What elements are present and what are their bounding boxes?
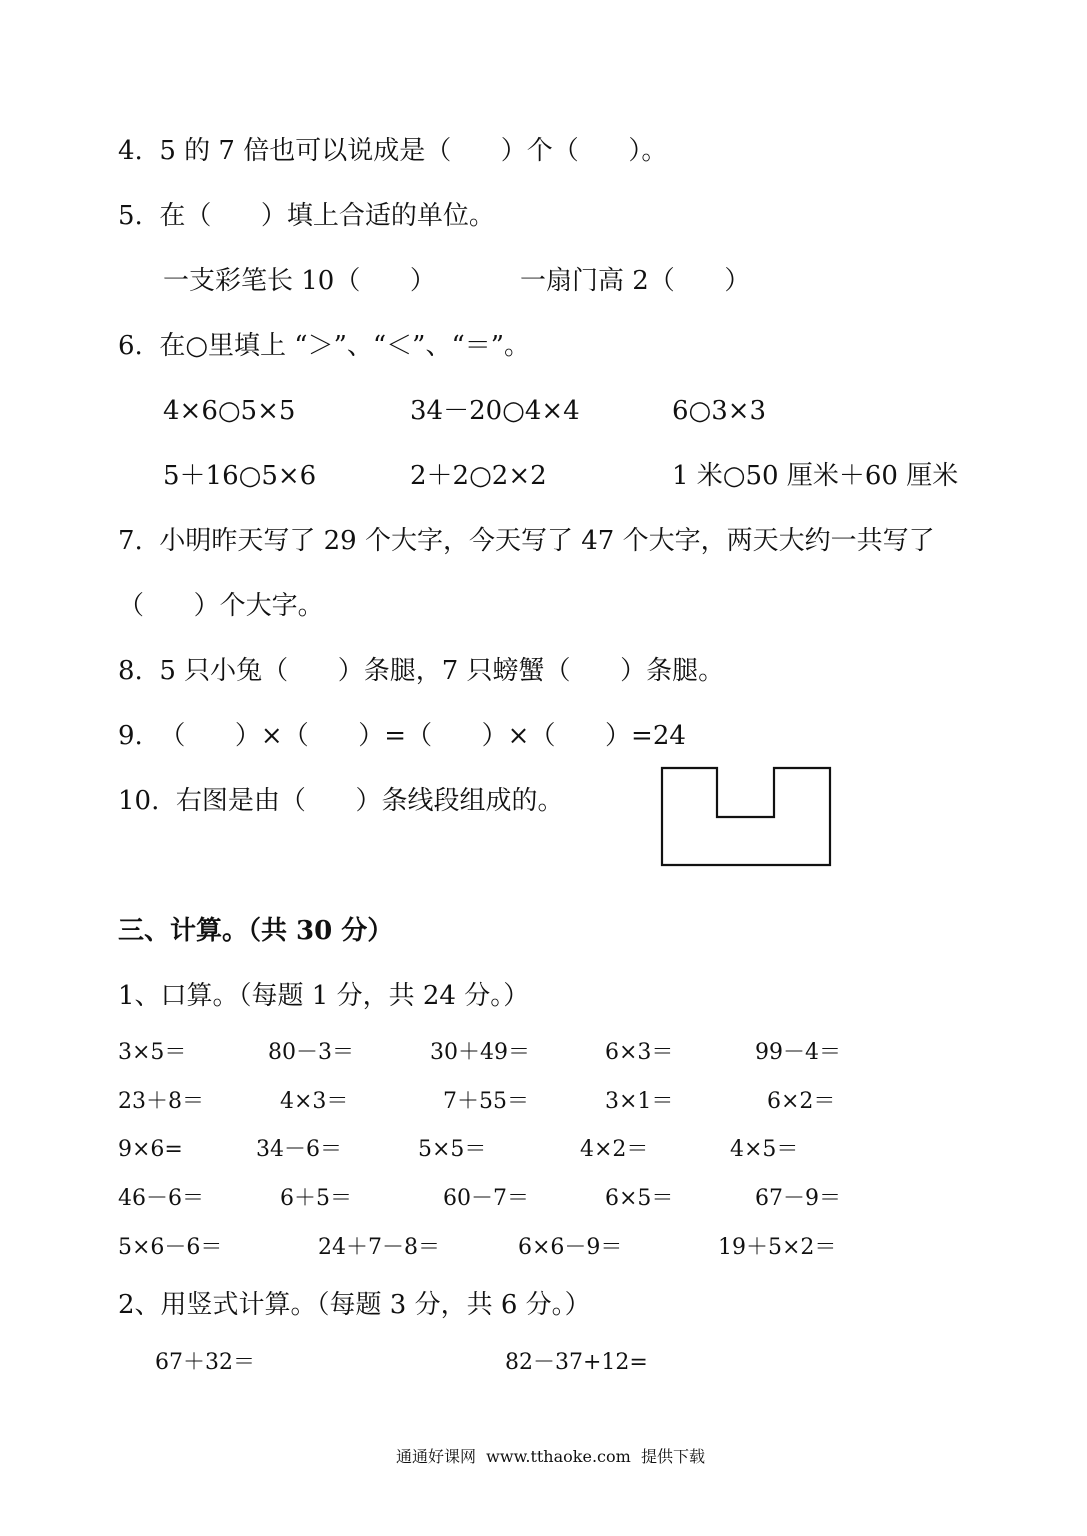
vertical-calc-item: 67＋32＝	[155, 1350, 255, 1375]
question-5-item-pen: 一支彩笔长 10（ ）	[163, 266, 436, 296]
footer-credit: 通通好课网 www.tthaoke.com 提供下载	[396, 1447, 705, 1466]
compare-item: 6○3×3	[672, 396, 767, 426]
question-7-line-1: 7. 小明昨天写了 29 个大字，今天写了 47 个大字，两天大约一共写了	[118, 526, 935, 556]
oral-calc-item: 60－7＝	[443, 1186, 529, 1211]
oral-calc-item: 6＋5＝	[280, 1186, 352, 1211]
question-9: 9. （ ）×（ ）=（ ）×（ ）=24	[118, 721, 686, 751]
oral-calc-item: 19＋5×2＝	[718, 1235, 837, 1260]
question-10: 10. 右图是由（ ）条线段组成的。	[118, 786, 564, 816]
question-5: 5. 在（ ）填上合适的单位。	[118, 201, 495, 231]
oral-calc-item: 34－6＝	[256, 1137, 342, 1162]
question-5-item-door: 一扇门高 2（ ）	[520, 266, 751, 296]
oral-calc-item: 4×2＝	[580, 1137, 649, 1162]
oral-calc-item: 3×1＝	[605, 1089, 674, 1114]
oral-calc-item: 24＋7－8＝	[318, 1235, 440, 1260]
vertical-calc-item: 82－37+12=	[505, 1350, 648, 1375]
oral-calc-item: 5×5＝	[418, 1137, 487, 1162]
oral-calc-item: 5×6－6＝	[118, 1235, 223, 1260]
compare-item: 34－20○4×4	[410, 396, 580, 426]
oral-calc-item: 46－6＝	[118, 1186, 204, 1211]
oral-calc-item: 23＋8＝	[118, 1089, 204, 1114]
oral-calc-item: 6×3＝	[605, 1040, 674, 1065]
oral-calc-item: 6×2＝	[767, 1089, 836, 1114]
oral-calc-item: 67－9＝	[755, 1186, 841, 1211]
section-3-title: 三、计算。（共 30 分）	[118, 916, 394, 946]
question-7-line-2: （ ）个大字。	[118, 591, 324, 621]
oral-calc-item: 4×3＝	[280, 1089, 349, 1114]
compare-item: 5＋16○5×6	[163, 461, 317, 491]
question-4: 4. 5 的 7 倍也可以说成是（ ）个（ ）。	[118, 136, 668, 166]
question-6: 6. 在○里填上 “＞”、“＜”、“＝”。	[118, 331, 531, 361]
oral-calc-item: 9×6=	[118, 1137, 183, 1162]
oral-calc-item: 3×5＝	[118, 1040, 187, 1065]
oral-calc-item: 4×5＝	[730, 1137, 799, 1162]
oral-calc-item: 99－4＝	[755, 1040, 841, 1065]
vertical-calc-title: 2、用竖式计算。（每题 3 分，共 6 分。）	[118, 1290, 591, 1320]
oral-calc-item: 7＋55＝	[443, 1089, 529, 1114]
oral-calc-title: 1、口算。（每题 1 分，共 24 分。）	[118, 981, 530, 1011]
compare-item: 2＋2○2×2	[410, 461, 547, 491]
line-segment-figure	[660, 766, 832, 868]
compare-item: 1 米○50 厘米＋60 厘米	[672, 461, 959, 491]
oral-calc-item: 80－3＝	[268, 1040, 354, 1065]
oral-calc-item: 6×5＝	[605, 1186, 674, 1211]
oral-calc-item: 30＋49＝	[430, 1040, 530, 1065]
compare-item: 4×6○5×5	[163, 396, 296, 426]
question-8: 8. 5 只小兔（ ）条腿，7 只螃蟹（ ）条腿。	[118, 656, 725, 686]
oral-calc-item: 6×6－9＝	[518, 1235, 623, 1260]
